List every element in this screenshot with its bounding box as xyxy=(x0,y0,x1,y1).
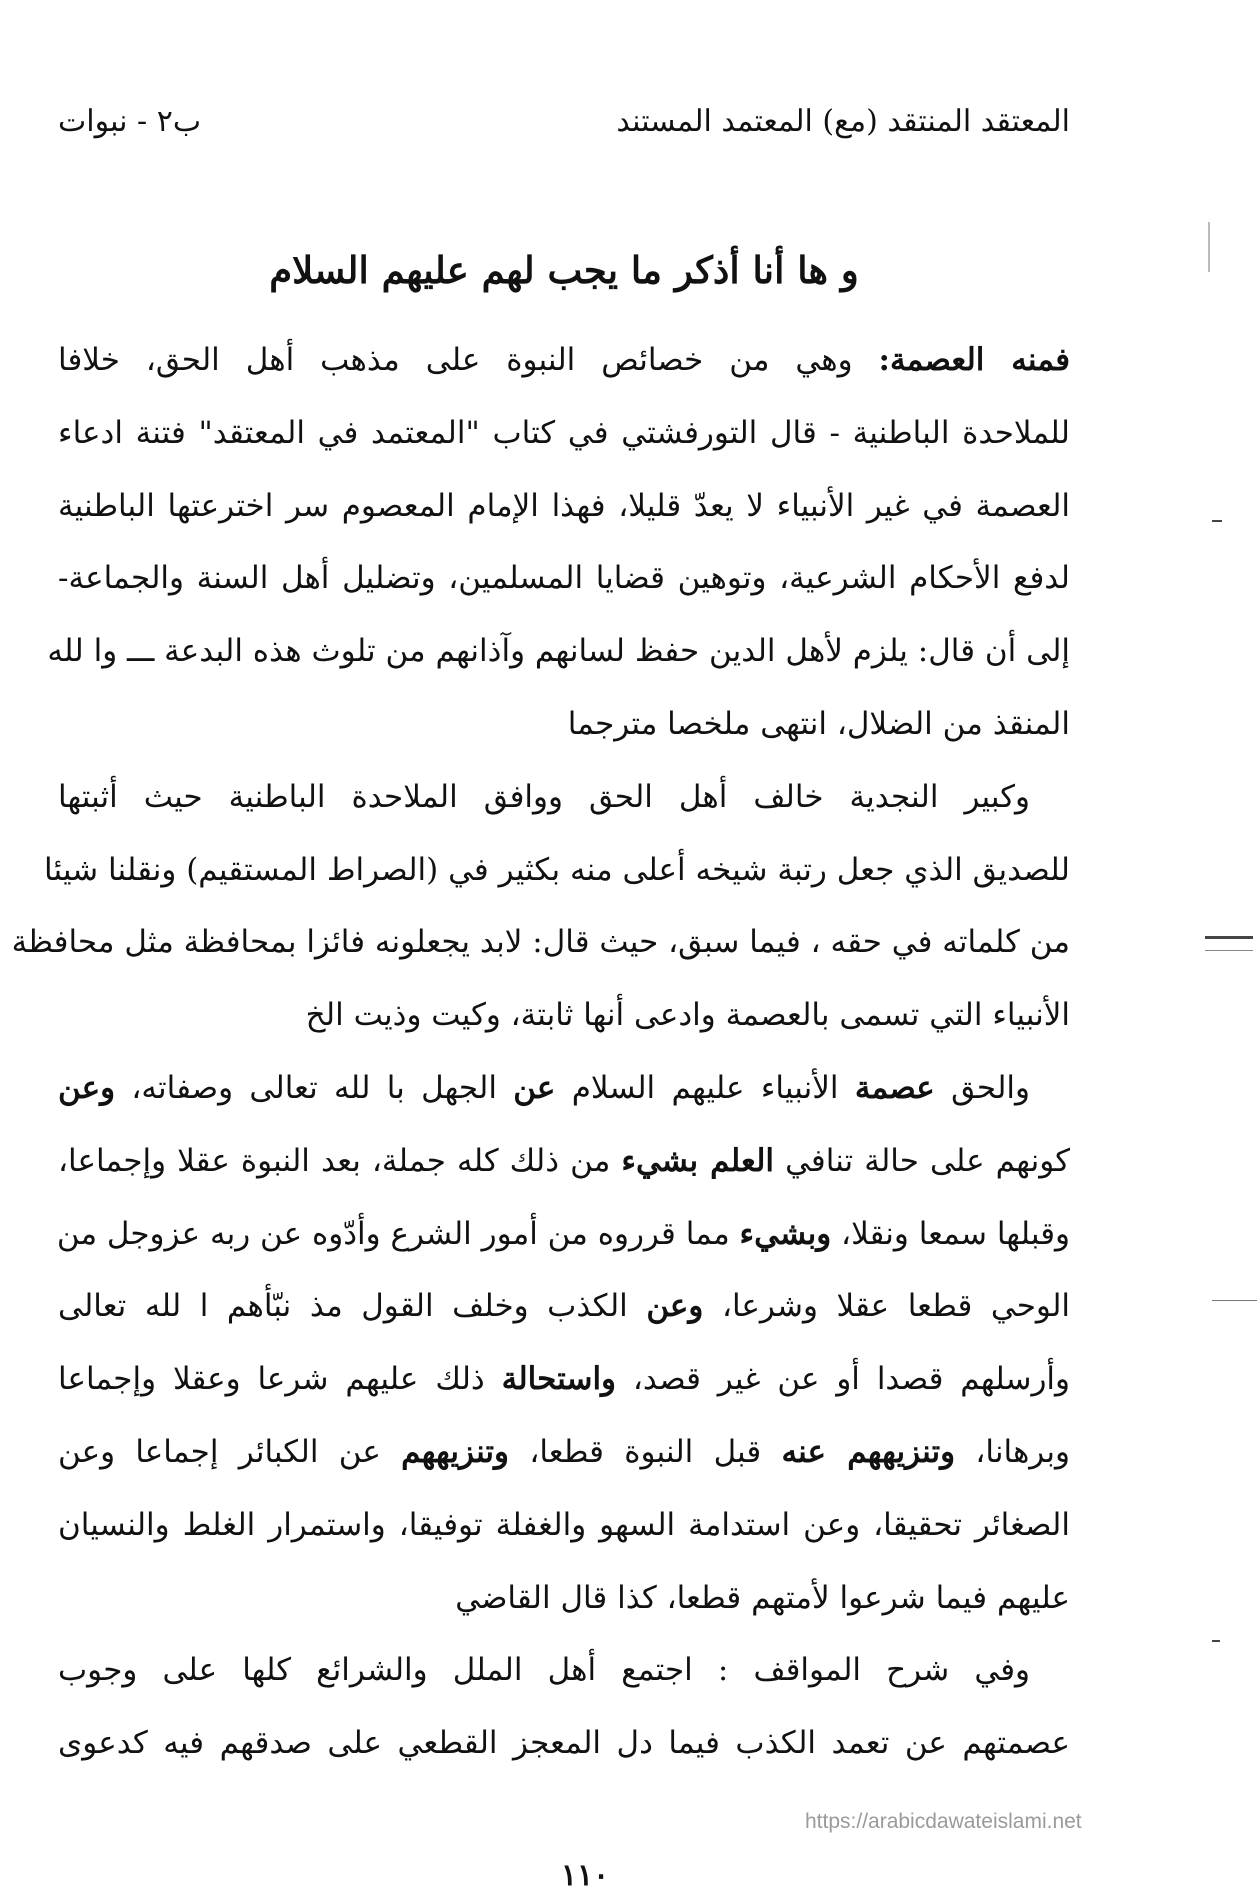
text-segment: لدفع الأحكام الشرعية، وتوهين قضايا المسلمين، وتضليل أهل السنة والجماعة- xyxy=(58,560,1070,597)
section-reference: ب٢ - نبوات xyxy=(58,104,202,139)
bold-text-segment: وتنزيههم xyxy=(401,1433,510,1470)
text-line xyxy=(58,397,1070,470)
text-segment: الوحي قطعا عقلا وشرعا، xyxy=(703,1288,1070,1325)
bold-text-segment: عصمة xyxy=(854,1069,935,1106)
bold-text-segment: وعن xyxy=(646,1288,704,1325)
text-segment: للصديق الذي جعل رتبة شيخه أعلى منه بكثير في (الصراط المستقيم) ونقلنا شيئا xyxy=(44,851,1070,888)
text-line xyxy=(58,1489,1070,1562)
bold-text-segment: فمنه العصمة: xyxy=(878,342,1071,378)
text-line xyxy=(58,324,1070,397)
page-number: ١١٠ xyxy=(560,1858,610,1893)
text-segment: وأرسلهم قصدا أو عن غير قصد، xyxy=(616,1361,1071,1398)
text-line xyxy=(58,1198,1070,1271)
text-line xyxy=(58,1562,1070,1635)
bold-text-segment: وعن xyxy=(58,1069,116,1106)
margin-mark xyxy=(1205,950,1253,951)
running-header xyxy=(58,104,1070,154)
text-segment: والحق xyxy=(934,1069,1030,1106)
text-segment: قبل النبوة قطعا، xyxy=(509,1433,782,1470)
text-segment: وقبلها سمعا ونقلا، xyxy=(831,1215,1070,1252)
text-segment: الأنبياء عليهم السلام xyxy=(555,1069,855,1106)
text-line xyxy=(58,542,1070,615)
text-segment: وفي شرح المواقف : اجتمع أهل الملل والشرائع كلها على وجوب xyxy=(58,1652,1030,1689)
text-line xyxy=(47,615,1070,688)
margin-mark xyxy=(1205,936,1253,939)
text-segment: الأنبياء التي تسمى بالعصمة وادعى أنها ثابتة، وكيت وذيت الخ xyxy=(305,997,1070,1034)
text-segment: عن الكبائر إجماعا وعن xyxy=(58,1433,402,1470)
watermark-url: https://arabicdawateislami.net xyxy=(805,1810,1082,1833)
text-segment: إلى أن قال: يلزم لأهل الدين حفظ لسانهم وآذانهم من تلوث هذه البدعة ـــ وا لله xyxy=(47,633,1070,670)
text-line xyxy=(58,1125,1070,1198)
text-segment: الصغائر تحقيقا، وعن استدامة السهو والغفلة توفيقا، واستمرار الغلط والنسيان xyxy=(58,1506,1070,1543)
text-segment: من كلماته في حقه ، فيما سبق، حيث قال: لابد يجعلونه فائزا بمحافظة مثل محافظة xyxy=(11,924,1070,961)
text-line xyxy=(58,688,1070,761)
text-line xyxy=(58,1634,1070,1707)
text-line xyxy=(11,906,1070,979)
bold-text-segment: عن xyxy=(513,1069,556,1106)
text-line xyxy=(44,834,1070,907)
bold-text-segment: واستحالة xyxy=(501,1361,617,1398)
text-segment: من ذلك كله جملة، بعد النبوة عقلا وإجماعا، xyxy=(58,1142,622,1179)
text-segment: وكبير النجدية خالف أهل الحق ووافق الملاحدة الباطنية حيث أثبتها xyxy=(58,778,1030,815)
text-line xyxy=(58,1707,1070,1780)
text-segment: المنقذ من الضلال، انتهى ملخصا مترجما xyxy=(567,705,1070,742)
text-line xyxy=(58,1052,1070,1125)
text-segment: كونهم على حالة تنافي xyxy=(774,1142,1070,1179)
text-segment: الجهل با لله تعالى وصفاته، xyxy=(115,1069,514,1106)
text-segment: عصمتهم عن تعمد الكذب فيما دل المعجز القطعي على صدقهم فيه كدعوى xyxy=(58,1725,1070,1762)
section-heading: و ها أنا أذكر ما يجب لهم عليهم السلام xyxy=(269,248,859,292)
margin-mark xyxy=(1212,520,1222,522)
text-segment: وبرهانا، xyxy=(955,1433,1071,1470)
text-line xyxy=(58,761,1070,834)
text-line xyxy=(58,1270,1070,1343)
text-line xyxy=(58,979,1070,1052)
body-text xyxy=(11,324,1071,1780)
bold-text-segment: وتنزيههم عنه xyxy=(781,1433,956,1470)
text-segment: للملاحدة الباطنية - قال التورفشتي في كتاب "المعتمد في المعتقد" فتنة ادعاء xyxy=(58,414,1070,451)
text-segment: الكذب وخلف القول مذ نبّأهم ا لله تعالى xyxy=(58,1288,647,1325)
text-segment: وهي من خصائص النبوة على مذهب أهل الحق، خلافا xyxy=(58,342,879,378)
book-title: المعتقد المنتقد (مع) المعتمد المستند xyxy=(616,104,1070,139)
text-line xyxy=(58,1416,1070,1489)
text-segment: ذلك عليهم شرعا وعقلا وإجماعا xyxy=(58,1361,502,1398)
text-segment: مما قرروه من أمور الشرع وأدّوه عن ربه عزوجل من xyxy=(56,1215,740,1252)
text-segment: عليهم فيما شرعوا لأمتهم قطعا، كذا قال القاضي xyxy=(455,1579,1070,1616)
bold-text-segment: وبشيء xyxy=(739,1215,832,1252)
margin-mark xyxy=(1212,1640,1220,1642)
text-segment: العصمة في غير الأنبياء لا يعدّ قليلا، فهذا الإمام المعصوم سر اخترعتها الباطنية xyxy=(58,487,1070,524)
text-line xyxy=(58,1343,1070,1416)
margin-mark xyxy=(1212,1300,1257,1301)
bold-text-segment: العلم بشيء xyxy=(621,1142,775,1179)
margin-mark xyxy=(1208,222,1210,272)
text-line xyxy=(58,470,1070,543)
